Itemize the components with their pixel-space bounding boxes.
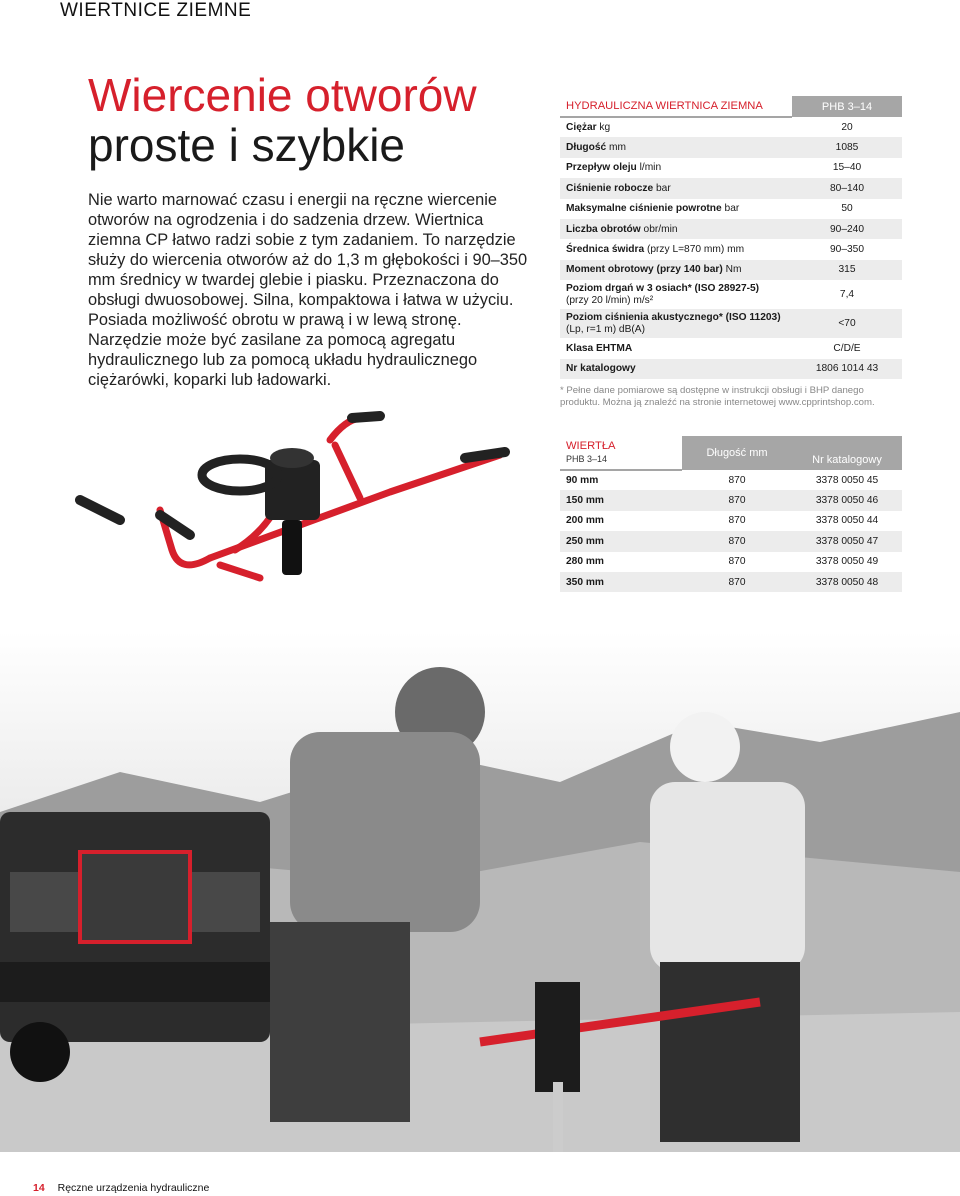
spec-value: 90–240 [792,219,902,239]
spec-value: C/D/E [833,342,861,354]
bits-table [560,436,902,592]
spec-row [560,158,902,178]
spec-label: Średnica świdra [566,244,645,256]
spec-unit: bar [653,182,671,194]
bits-diameter: 200 mm [566,515,604,527]
page-number: 14 [33,1182,45,1194]
spec-label: Nr katalogowy [566,363,636,375]
bits-length: 870 [682,572,792,592]
spec-value: 90–350 [830,244,864,256]
bits-length: 870 [728,515,746,527]
spec-unit: bar [721,203,740,215]
bits-table-title: WIERTŁA [566,439,616,452]
spec-unit: (Lp, r=1 m) dB(A) [566,323,645,335]
headline-line-2: proste i szybkie [88,119,406,171]
spec-row [560,359,902,379]
bits-col-length: Długość mm [682,436,792,470]
spec-value: <70 [792,309,902,338]
bits-catalog: 3378 0050 44 [815,515,879,527]
earth-drill-product-image [60,400,530,600]
bits-row [560,531,902,551]
spec-value: 1806 1014 43 [792,359,902,379]
bits-row [560,490,902,510]
spec-label: Maksymalne ciśnienie powrotne [566,203,722,215]
spec-unit: l/min [636,162,662,174]
spec-label: Przepływ oleju [566,162,637,174]
headline-line-1: Wiercenie otworów [88,69,477,121]
bits-length: 870 [682,531,792,551]
spec-row [560,338,902,358]
spec-value: 20 [841,121,853,133]
spec-label: Liczba obrotów [566,223,641,235]
page-footer [33,1182,209,1194]
spec-unit: (przy L=870 mm) mm [644,244,745,256]
bits-length: 870 [728,556,746,568]
bits-catalog: 3378 0050 49 [815,556,879,568]
section-header: WIERTNICE ZIEMNE [60,0,252,21]
spec-table [560,96,902,379]
spec-row [560,239,902,259]
spec-value: 7,4 [839,288,855,300]
bits-row [560,572,902,592]
bits-diameter: 150 mm [560,490,682,510]
spec-row [560,309,902,338]
bits-length: 870 [728,474,746,486]
spec-unit: kg [596,122,611,134]
bits-catalog: 3378 0050 47 [792,531,902,551]
bits-row [560,552,902,572]
intro-paragraph: Nie warto marnować czasu i energii na ręczne wiercenie otworów na ogrodzenia i do sadzenia drzew. Wiertnica ziemna CP łatwo radzi sobie z tym zadaniem. To narzędzie służy do wiercenia otworów aż do 1,3 m głębokości i 90–350 mm średnicy w twardej glebie i piasku. Przeznaczona do obsługi dwuosobowej. Silna, kompaktowa i łatwa w użyciu. Posiada możliwość obrotu w prawą i w lewą stronę. Narzędzie może być zasilane za pomocą agregatu hydraulicznego lub za pomocą układu hydraulicznego ciężarówki, koparki lub ładowarki. [88,191,528,389]
spec-label: Klasa EHTMA [566,342,633,354]
bits-table-title-cell [560,436,682,470]
spec-unit: (przy 20 l/min) m/s² [566,294,654,306]
spec-unit: obr/min [640,223,678,235]
spec-value: 1085 [792,137,902,157]
spec-unit: mm [606,142,627,154]
bits-catalog: 3378 0050 46 [792,490,902,510]
spec-table-model: PHB 3–14 [792,96,902,117]
bits-diameter: 90 mm [566,475,599,487]
spec-row [560,280,902,309]
page-headline [88,70,548,170]
spec-row [560,117,902,137]
footnote: * Pełne dane pomiarowe są dostępne w instrukcji obsługi i BHP danego produktu. Można ją znaleźć na stronie internetowej www.cpprintshop.com. [560,385,875,408]
spec-table-title: HYDRAULICZNA WIERTNICA ZIEMNA [560,96,792,117]
spec-row [560,199,902,219]
spec-value: 15–40 [832,162,862,174]
spec-label: Ciśnienie robocze [566,182,654,194]
bits-row [560,470,902,490]
bits-catalog: 3378 0050 45 [815,474,879,486]
spec-row [560,178,902,198]
bits-row [560,511,902,531]
workers-photo [0,632,960,1152]
spec-label: Długość [566,142,607,154]
bits-table-subtitle: PHB 3–14 [566,453,608,464]
bits-diameter: 250 mm [560,531,682,551]
spec-label: Moment obrotowy (przy 140 bar) [566,264,723,276]
bits-length: 870 [682,490,792,510]
spec-value: 315 [792,260,902,280]
spec-row [560,260,902,280]
bits-catalog: 3378 0050 48 [792,572,902,592]
spec-label: Poziom drgań w 3 osiach* (ISO 28927-5) [566,282,760,294]
bits-diameter: 280 mm [566,556,604,568]
spec-label: Ciężar [566,122,597,134]
spec-unit: Nm [722,264,742,276]
bits-diameter: 350 mm [560,572,682,592]
spec-value: 50 [841,203,853,215]
footer-title: Ręczne urządzenia hydrauliczne [57,1182,210,1194]
spec-row [560,137,902,157]
drill-frame [160,418,500,578]
spec-row [560,219,902,239]
spec-label: Poziom ciśnienia akustycznego* (ISO 11203) [566,311,781,323]
bits-col-catalog: Nr katalogowy [792,436,902,470]
spec-value: 80–140 [792,178,902,198]
